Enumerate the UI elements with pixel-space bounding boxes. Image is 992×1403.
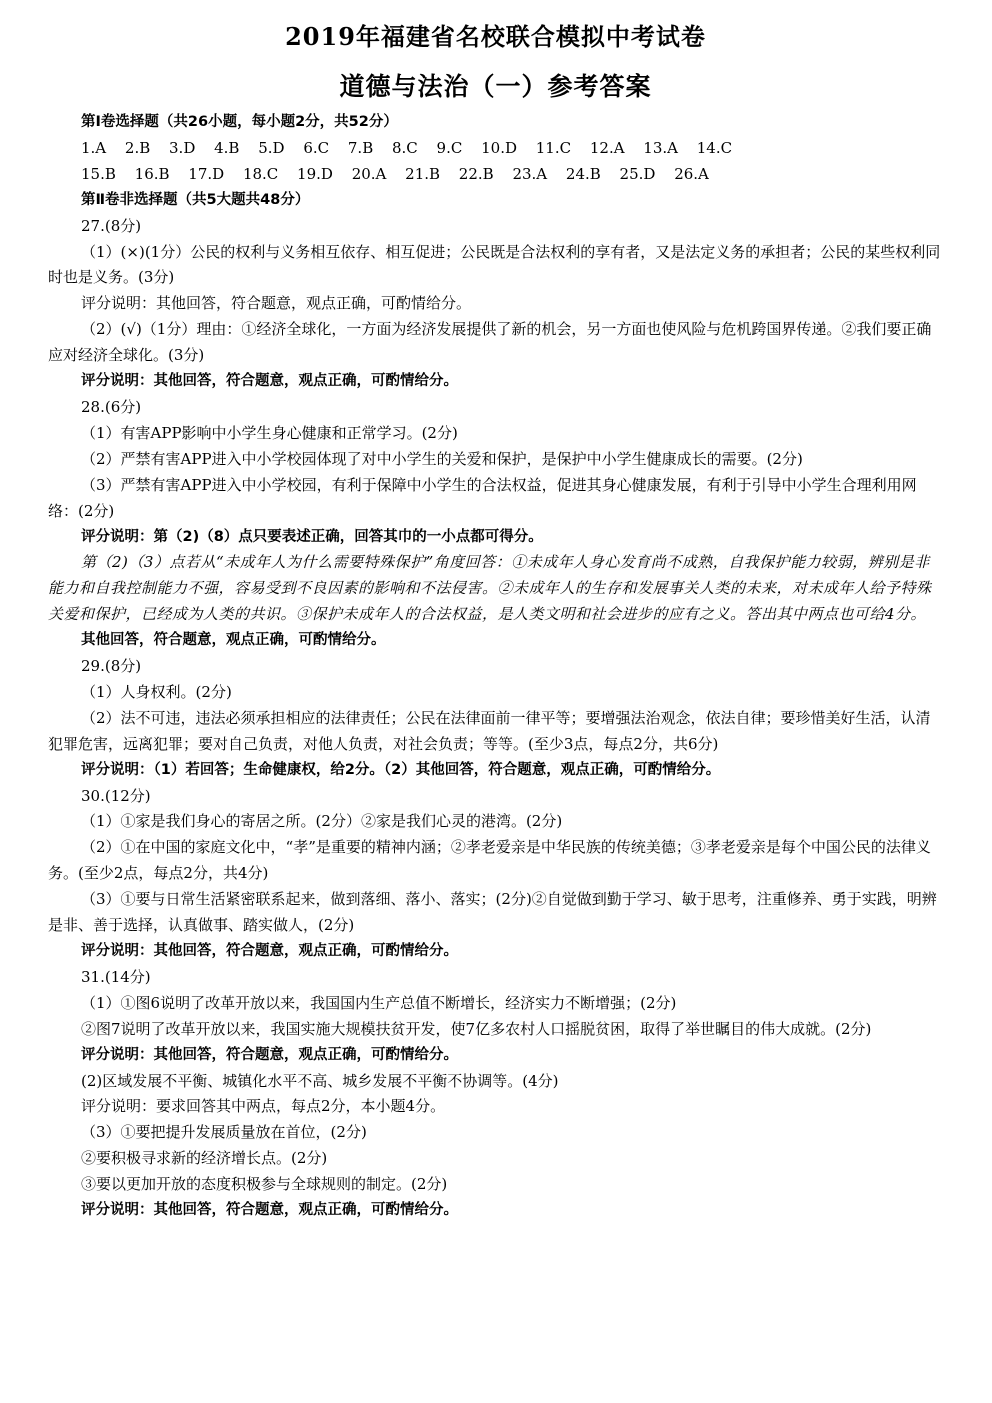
q27-part2: （2）(√)（1分）理由：①经济全球化，一方面为经济发展提供了新的机会，另一方面也使风险与危机跨国界传递。②我们要正确应对经济全球化。(3分) <box>48 320 932 365</box>
q27-part1: （1）(×)(1分）公民的权利与义务相互依存、相互促进；公民既是合法权利的享有者，又是法定义务的承担者；公民的某些权利同时也是义务。(3分) <box>48 242 941 287</box>
answer-sheet-document <box>48 18 943 1224</box>
q31-number: 31.(14分) <box>81 967 151 986</box>
q31-part6: ③要以更加开放的态度积极参与全球规则的制定。(2分) <box>81 1175 448 1194</box>
q31-part4: （3）①要把提升发展质量放在首位，(2分) <box>81 1123 367 1142</box>
q31-note3: 评分说明：其他回答，符合题意，观点正确，可酌情给分。 <box>81 1202 458 1219</box>
q29-part1: （1）人身权利。(2分) <box>81 682 232 701</box>
q28-number: 28.(6分) <box>81 397 142 416</box>
exam-title: 2019年福建省名校联合模拟中考试卷 <box>285 22 706 51</box>
q27-note2: 评分说明：其他回答，符合题意，观点正确，可酌情给分。 <box>81 373 458 390</box>
q28-part3: （3）严禁有害APP进入中小学校园，有利于保障中小学生的合法权益，促进其身心健康发展，有利于引导中小学生合理利用网络：(2分) <box>48 475 917 520</box>
q31-part5: ②要积极寻求新的经济增长点。(2分) <box>81 1149 328 1168</box>
exam-subtitle: 道德与法治（一）参考答案 <box>339 72 652 101</box>
q27-note1: 评分说明：其他回答，符合题意，观点正确，可酌情给分。 <box>81 294 472 313</box>
q28-note2: 其他回答，符合题意，观点正确，可酌情给分。 <box>81 632 386 649</box>
q31-part1: （1）①图6说明了改革开放以来，我国国内生产总值不断增长，经济实力不断增强；(2分) <box>81 993 677 1012</box>
q30-number: 30.(12分) <box>81 786 151 805</box>
q31-note2: 评分说明：要求回答其中两点，每点2分，本小题4分。 <box>81 1097 446 1116</box>
q27-number: 27.(8分) <box>81 216 142 235</box>
q29-note: 评分说明：（1）若回答；生命健康权，给2分。（2）其他回答，符合题意，观点正确，可酌情给分。 <box>81 761 721 778</box>
q28-part2: （2）严禁有害APP进入中小学校园体现了对中小学生的关爱和保护，是保护中小学生健康成长的需要。(2分) <box>81 449 803 468</box>
q29-number: 29.(8分) <box>81 657 142 676</box>
q30-part2: （2）①在中国的家庭文化中，“孝”是重要的精神内涵；②孝老爱亲是中华民族的传统美德；③孝老爱亲是每个中国公民的法律义务。(至少2点，每点2分，共4分) <box>48 838 931 883</box>
q31-part3: (2)区域发展不平衡、城镇化水平不高、城乡发展不平衡不协调等。(4分) <box>81 1071 559 1090</box>
choice-answers-row1: 1.A 2.B 3.D 4.B 5.D 6.C 7.B 8.C 9.C 10.D 11.C 12.A 13.A 14.C <box>81 138 733 157</box>
q30-part3: （3）①要与日常生活紧密联系起来，做到落细、落小、落实；(2分)②自觉做到勤于学习、敏于思考，注重修养、勇于实践，明辨是非、善于选择，认真做事、踏实做人，(2分) <box>48 890 937 935</box>
choice-answers-row2: 15.B 16.B 17.D 18.C 19.D 20.A 21.B 22.B 23.A 24.B 25.D 26.A <box>81 164 709 183</box>
q31-note1: 评分说明：其他回答，符合题意，观点正确，可酌情给分。 <box>81 1046 458 1063</box>
q30-part1: （1）①家是我们身心的寄居之所。(2分）②家是我们心灵的港湾。(2分) <box>81 812 563 831</box>
section2-heading: 第Ⅱ卷非选择题（共5大题共48分） <box>81 191 310 208</box>
q29-part2: （2）法不可违，违法必须承担相应的法律责任；公民在法律面前一律平等；要增强法治观念，依法自律；要珍惜美好生活，认清犯罪危害，远离犯罪；要对自己负责，对他人负责，对社会负责；等等。(至少3点，每点2分，共6分) <box>48 708 931 753</box>
section1-heading: 第Ⅰ卷选择题（共26小题，每小题2分，共52分） <box>81 114 398 130</box>
q28-part1: （1）有害APP影响中小学生身心健康和正常学习。(2分) <box>81 423 458 442</box>
q30-note: 评分说明：其他回答，符合题意，观点正确，可酌情给分。 <box>81 943 458 959</box>
q31-part2: ②图7说明了改革开放以来，我国实施大规模扶贫开发，使7亿多农村人口摇脱贫困，取得了举世瞩目的伟大成就。(2分) <box>81 1019 872 1038</box>
q28-note1: 评分说明：第（2)（8）点只要表述正确，回答其巾的一小点都可得分。 <box>81 528 543 545</box>
q28-part4: 第（2)（3）点若从“未成年人为什么需要特殊保护”角度回答：①未成年人身心发育尚不成熟，自我保护能力较弱，辨别是非能力和自我控制能力不强，容易受到不良因素的影响和不法侵害。②未成年人的生存和发展事关人类的未来，对未成年人给予特殊关爱和保护，已经成为人类的共识。③保护未成年人的合法权益，是人类文明和社会进步的应有之义。答出其中两点也可给4分。 <box>48 553 932 624</box>
